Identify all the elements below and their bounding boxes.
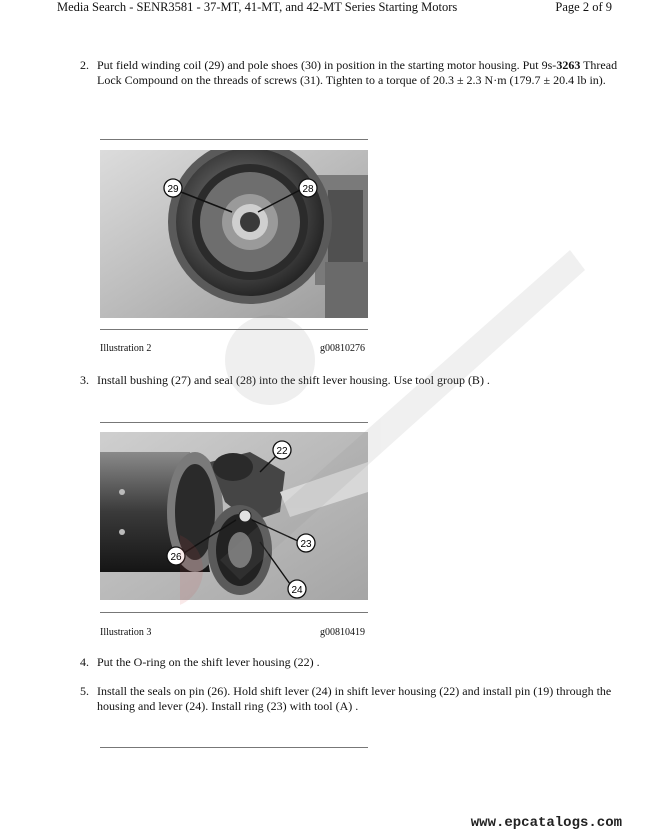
step-text: Put field winding coil (29) and pole shoes (30) in position in the starting motor housing. Put 9s-3263 Thread Lock Compound on the threads of screws (31). Tighten to a torque of 20.3 ± 2.3 N·m (179.7 ± 20.4 lb in). [97,58,618,87]
part-number: 3263 [556,58,581,72]
section-rule [100,747,368,748]
illustration-label: Illustration 3 [100,627,152,638]
step-text: Install bushing (27) and seal (28) into the shift lever housing. Use tool group (B) . [97,373,490,387]
step-text: Install the seals on pin (26). Hold shift lever (24) in shift lever housing (22) and install pin (19) through the housing and lever (24). Install ring (23) with tool (A) . [97,684,612,713]
callout-28: 28 [302,184,314,195]
callout-24: 24 [291,585,303,596]
illustration-bottom-rule [100,329,368,330]
step-2 [80,58,620,88]
callout-23: 23 [300,539,312,550]
illustration-bottom-rule [100,612,368,613]
step-5 [80,684,620,714]
step-number: 3. [80,373,89,387]
step-text: Put the O-ring on the shift lever housing (22) . [97,655,320,669]
callout-22: 22 [276,446,288,457]
watermark-url: www.epcatalogs.com [470,815,622,831]
page-header [0,0,672,18]
illustration-top-rule [100,139,368,140]
callout-29: 29 [167,184,179,195]
illustration-top-rule [100,422,368,423]
step-number: 4. [80,655,89,669]
page-number: Page 2 of 9 [555,0,612,14]
step-number: 5. [80,684,89,698]
illustration-code: g00810419 [320,627,365,638]
step-3 [80,373,620,388]
illustration-3-photo [100,432,368,600]
document-title: Media Search - SENR3581 - 37-MT, 41-MT, and 42-MT Series Starting Motors [57,0,458,14]
illustration-label: Illustration 2 [100,343,152,354]
step-number: 2. [80,58,89,72]
illustration-2-photo [100,150,368,318]
illustration-code: g00810276 [320,343,365,354]
callout-26: 26 [170,552,182,563]
step-4 [80,655,620,670]
